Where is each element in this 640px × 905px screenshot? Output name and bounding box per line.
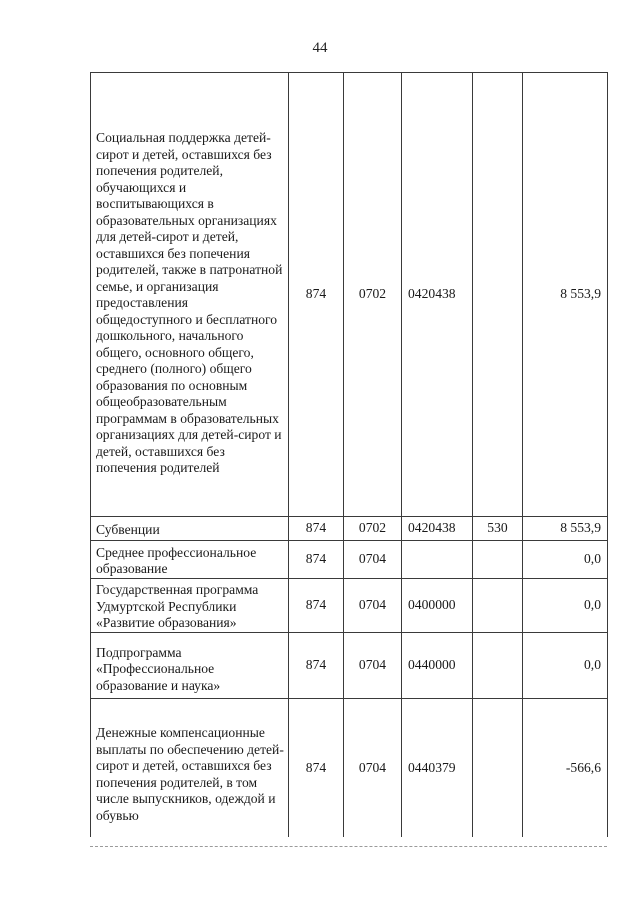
- target-code-cell: 0440379: [402, 699, 473, 837]
- admin-code-cell: 874: [289, 699, 344, 837]
- sum-cell: 0,0: [523, 633, 608, 699]
- expense-code-cell: [473, 633, 523, 699]
- target-code-cell: 0420438: [402, 73, 473, 517]
- section-code-cell: 0704: [344, 541, 402, 579]
- expense-code-cell: [473, 579, 523, 633]
- row-name-cell: Социальная поддержка детей-сирот и детей, оставшихся без попечения родителей, обучающихся и воспитывающихся в образовательных организациях для детей-сирот и детей, оставшихся без попечения родителей, также в патронатной семье, и организация предоставления общедоступного и бесплатного дошкольного, начального общего, основного общего, среднего (полного) общего образования по основным общеобразовательным программам в образовательных организациях для детей-сирот и детей, оставшихся без попечения родителей: [91, 73, 289, 517]
- target-code-cell: [402, 541, 473, 579]
- row-name-cell: Среднее профессиональное образование: [91, 541, 289, 579]
- sum-cell: -566,6: [523, 699, 608, 837]
- target-code-cell: 0440000: [402, 633, 473, 699]
- row-name-cell: Государственная программа Удмуртской Республики «Развитие образования»: [91, 579, 289, 633]
- section-code-cell: 0704: [344, 699, 402, 837]
- admin-code-cell: 874: [289, 579, 344, 633]
- row-name-cell: Субвенции: [91, 517, 289, 541]
- expense-code-cell: [473, 541, 523, 579]
- expense-code-cell: 530: [473, 517, 523, 541]
- table-row: [91, 73, 608, 517]
- row-name-cell: Денежные компенсационные выплаты по обеспечению детей-сирот и детей, оставшихся без попечения родителей, в том числе выпускников, одеждой и обувью: [91, 699, 289, 837]
- table-row: [91, 699, 608, 837]
- admin-code-cell: 874: [289, 633, 344, 699]
- target-code-cell: 0400000: [402, 579, 473, 633]
- row-name-cell: Подпрограмма «Профессиональное образование и наука»: [91, 633, 289, 699]
- page-number: 44: [312, 40, 328, 56]
- sum-cell: 0,0: [523, 579, 608, 633]
- expense-code-cell: [473, 73, 523, 517]
- sum-cell: 0,0: [523, 541, 608, 579]
- budget-table: [90, 72, 608, 837]
- table-row: [91, 517, 608, 541]
- section-code-cell: 0704: [344, 579, 402, 633]
- expense-code-cell: [473, 699, 523, 837]
- admin-code-cell: 874: [289, 73, 344, 517]
- table-row: [91, 633, 608, 699]
- section-code-cell: 0702: [344, 73, 402, 517]
- target-code-cell: 0420438: [402, 517, 473, 541]
- section-code-cell: 0704: [344, 633, 402, 699]
- table-bottom-edge: [90, 846, 607, 849]
- sum-cell: 8 553,9: [523, 73, 608, 517]
- admin-code-cell: 874: [289, 517, 344, 541]
- admin-code-cell: 874: [289, 541, 344, 579]
- section-code-cell: 0702: [344, 517, 402, 541]
- sum-cell: 8 553,9: [523, 517, 608, 541]
- table-row: [91, 541, 608, 579]
- table-row: [91, 579, 608, 633]
